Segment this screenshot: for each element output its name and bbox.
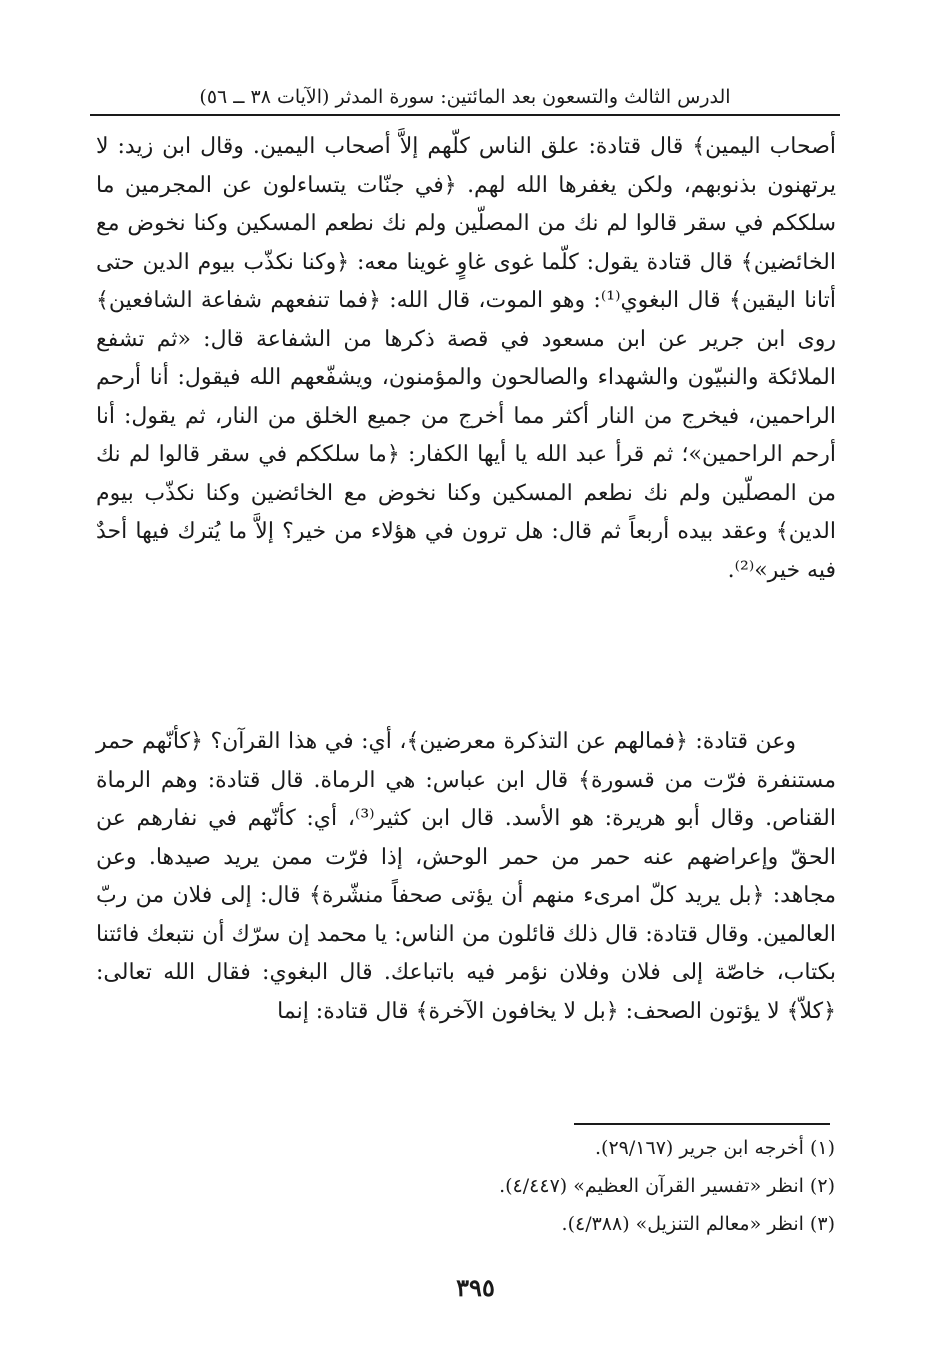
paragraph-text: وعن قتادة: ﴿فمالهم عن التذكرة معرضين﴾، أي: في هذا القرآن؟ ﴿كأنّهم حمر مستنفرة فرّت من قسورة﴾ قال ابن عباس: هي الرماة. قال قتادة: وهم الرماة القناص. وقال أبو هريرة: هو الأسد. قال ابن كثير⁽³⁾، أي: كأنّهم في نفارهم عن الحقّ وإعراضهم عنه حمر من حمر الوحش، إذا فرّت ممن يريد صيدها. وعن مجاهد: ﴿بل يريد كلّ امرىء منهم أن يؤتى صحفاً منشّرة﴾ قال: إلى فلان من ربّ العالمين. وقال قتادة: قال ذلك قائلون من الناس: يا محمد إن سرّك أن نتبعك فائتنا بكتاب، خاصّة إلى فلان وفلان نؤمر فيه باتباعك. قال البغوي: فقال الله تعالى: ﴿كلاّ﴾ لا يؤتون الصحف: ﴿بل لا يخافون الآخرة﴾ قال قتادة: إنما — [96, 729, 836, 1024]
footnote-3: (٣) انظر «معالم التنزيل» (٤/٣٨٨). — [561, 1213, 835, 1235]
footnote-divider — [574, 1123, 830, 1125]
body-paragraph-1 — [96, 128, 836, 590]
page-number: ٣٩٥ — [456, 1273, 495, 1302]
footnotes — [420, 1129, 835, 1243]
body-paragraph-2 — [96, 723, 836, 1031]
paragraph-text: أصحاب اليمين﴾ قال قتادة: علق الناس كلّهم إلاَّ أصحاب اليمين. وقال ابن زيد: لا يرتهنون بذنوبهم، ولكن يغفرها الله لهم. ﴿في جنّات يتساءلون عن المجرمين ما سلككم في سقر قالوا لم نك من المصلّين ولم نك نطعم المسكين وكنا نخوض مع الخائضين﴾ قال قتادة يقول: كلّما غوى غاوٍ غوينا معه: ﴿وكنا نكذّب بيوم الدين حتى أتانا اليقين﴾ قال البغوي⁽¹⁾: وهو الموت، قال الله: ﴿فما تنفعهم شفاعة الشافعين﴾ روى ابن جرير عن ابن مسعود في قصة ذكرها من الشفاعة قال: «ثم تشفع الملائكة والنبيّون والشهداء والصالحون والمؤمنون، ويشفّعهم الله فيقول: أنا أرحم الراحمين، فيخرج من النار أكثر مما أخرج من جميع الخلق من النار، ثم يقول: أنا أرحم الراحمين»؛ ثم قرأ عبد الله يا أيها الكفار: ﴿ما سلككم في سقر قالوا لم نك من المصلّين ولم نك نطعم المسكين وكنا نخوض مع الخائضين وكنا نكذّب بيوم الدين﴾ وعقد بيده أربعاً ثم قال: هل ترون في هؤلاء من خير؟ إلاَّ ما يُترك فيها أحدٌ فيه خير»⁽²⁾. — [96, 134, 836, 583]
running-header: الدرس الثالث والتسعون بعد المائتين: سورة المدثر (الآيات ٣٨ ــ ٥٦) — [199, 86, 731, 108]
footnote-1: (١) أخرجه ابن جرير (٢٩/١٦٧). — [595, 1137, 835, 1159]
footnote-2: (٢) انظر «تفسير القرآن العظيم» (٤/٤٤٧). — [499, 1175, 835, 1197]
header-divider — [90, 114, 840, 116]
